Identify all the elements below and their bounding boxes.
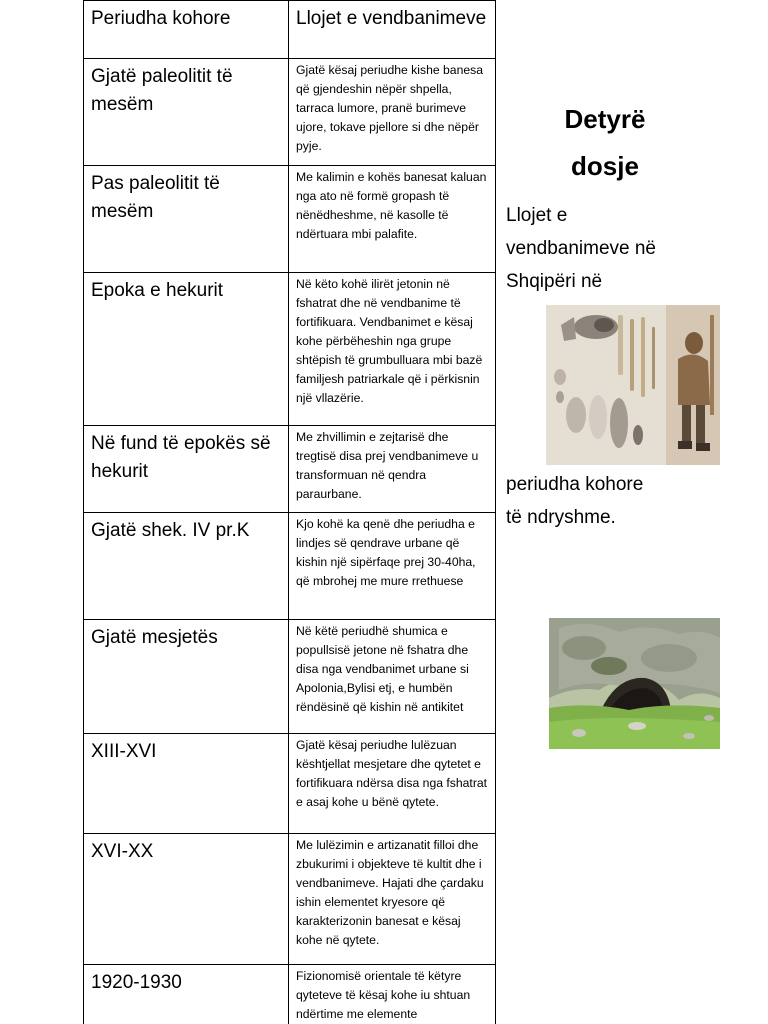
row-description: Në këto kohë ilirët jetonin në fshatrat dhe në vendbanime të fortifikuara. Vendbanimet e kësaj kohe përbëheshin nga grupe shtëpish të grumbulluara mbi bazë familjesh patriarkale që i përkisnin një vllazërie. bbox=[296, 277, 483, 405]
row-period: Pas paleolitit të mesëm bbox=[91, 173, 220, 222]
title-line: dosje bbox=[571, 151, 639, 181]
row-period: Epoka e hekurit bbox=[91, 280, 224, 301]
row-description: Kjo kohë ka qenë dhe periudha e lindjes së qendrave urbane që kishin një sipërfaqe prej 30-40ha, që mbrohej me mure rrethuese bbox=[296, 517, 476, 588]
prehistoric-tools-illustration bbox=[546, 305, 720, 465]
table-row bbox=[83, 965, 496, 1024]
row-period: Gjatë shek. IV pr.K bbox=[91, 520, 250, 541]
table-row bbox=[83, 620, 496, 734]
table-row bbox=[83, 166, 496, 273]
row-description: Gjatë kësaj periudhe lulëzuan kështjellat mesjetare dhe qytetet e fortifikuara ndërsa disa nga fshatrat e asaj kohe u bënë qytete. bbox=[296, 738, 488, 809]
row-period: XVI-XX bbox=[91, 841, 154, 862]
row-description: Me lulëzimin e artizanatit filloi dhe zbukurimi i objekteve të kultit dhe i vendbanimeve. Hajati dhe çardaku ishin elementet kryesore që karakterizonin banesat e kësaj kohe në qytete. bbox=[296, 838, 484, 947]
subtitle-line: vendbanimeve në bbox=[506, 238, 656, 259]
caption bbox=[506, 468, 643, 534]
row-description: Me kalimin e kohës banesat kaluan nga ato në formë gropash të nënëdheshme, në kasolle të ndërtuara mbi palafite. bbox=[296, 170, 487, 241]
row-period: XIII-XVI bbox=[91, 741, 157, 762]
cave-illustration bbox=[549, 618, 720, 749]
row-description: Me zhvillimin e zejtarisë dhe tregtisë disa prej vendbanimeve u transformuan në qendra paraurbane. bbox=[296, 430, 479, 501]
subtitle bbox=[506, 199, 656, 298]
caption-line: të ndryshme. bbox=[506, 507, 616, 528]
row-period: Në fund të epokës së hekurit bbox=[91, 433, 271, 482]
settlements-table bbox=[83, 0, 496, 1024]
table-row bbox=[83, 513, 496, 620]
row-period: Gjatë mesjetës bbox=[91, 627, 218, 648]
table-row bbox=[83, 59, 496, 166]
subtitle-line: Shqipëri në bbox=[506, 271, 603, 292]
title-line: Detyrë bbox=[564, 104, 646, 134]
row-period: Gjatë paleolitit të mesëm bbox=[91, 66, 233, 115]
cave-image bbox=[549, 618, 720, 749]
caption-line: periudha kohore bbox=[506, 474, 644, 495]
subtitle-line: Llojet e bbox=[506, 205, 568, 226]
table-header-row bbox=[83, 0, 496, 59]
table-row bbox=[83, 734, 496, 834]
table-row bbox=[83, 834, 496, 965]
row-description: Gjatë kësaj periudhe kishe banesa që gjendeshin nëpër shpella, tarraca lumore, pranë burimeve ujore, tokave pjellore si dhe nëpër pyje. bbox=[296, 63, 483, 153]
header-settlement-type: Llojet e vendbanimeve bbox=[296, 8, 487, 29]
page-title bbox=[530, 96, 680, 190]
header-period: Periudha kohore bbox=[91, 8, 231, 29]
table-row bbox=[83, 273, 496, 426]
row-period: 1920-1930 bbox=[91, 972, 182, 993]
prehistoric-tools-image bbox=[546, 305, 720, 465]
row-description: Në këtë periudhë shumica e popullsisë jetone në fshatra dhe disa nga vendbanimet urbane si Apolonia,Bylisi etj, e humbën rëndësinë që kishin në antikitet bbox=[296, 624, 469, 714]
table-row bbox=[83, 426, 496, 513]
row-description: Fizionomisë orientale të këtyre qyteteve të kësaj kohe iu shtuan ndërtime me elemente bbox=[296, 969, 471, 1021]
